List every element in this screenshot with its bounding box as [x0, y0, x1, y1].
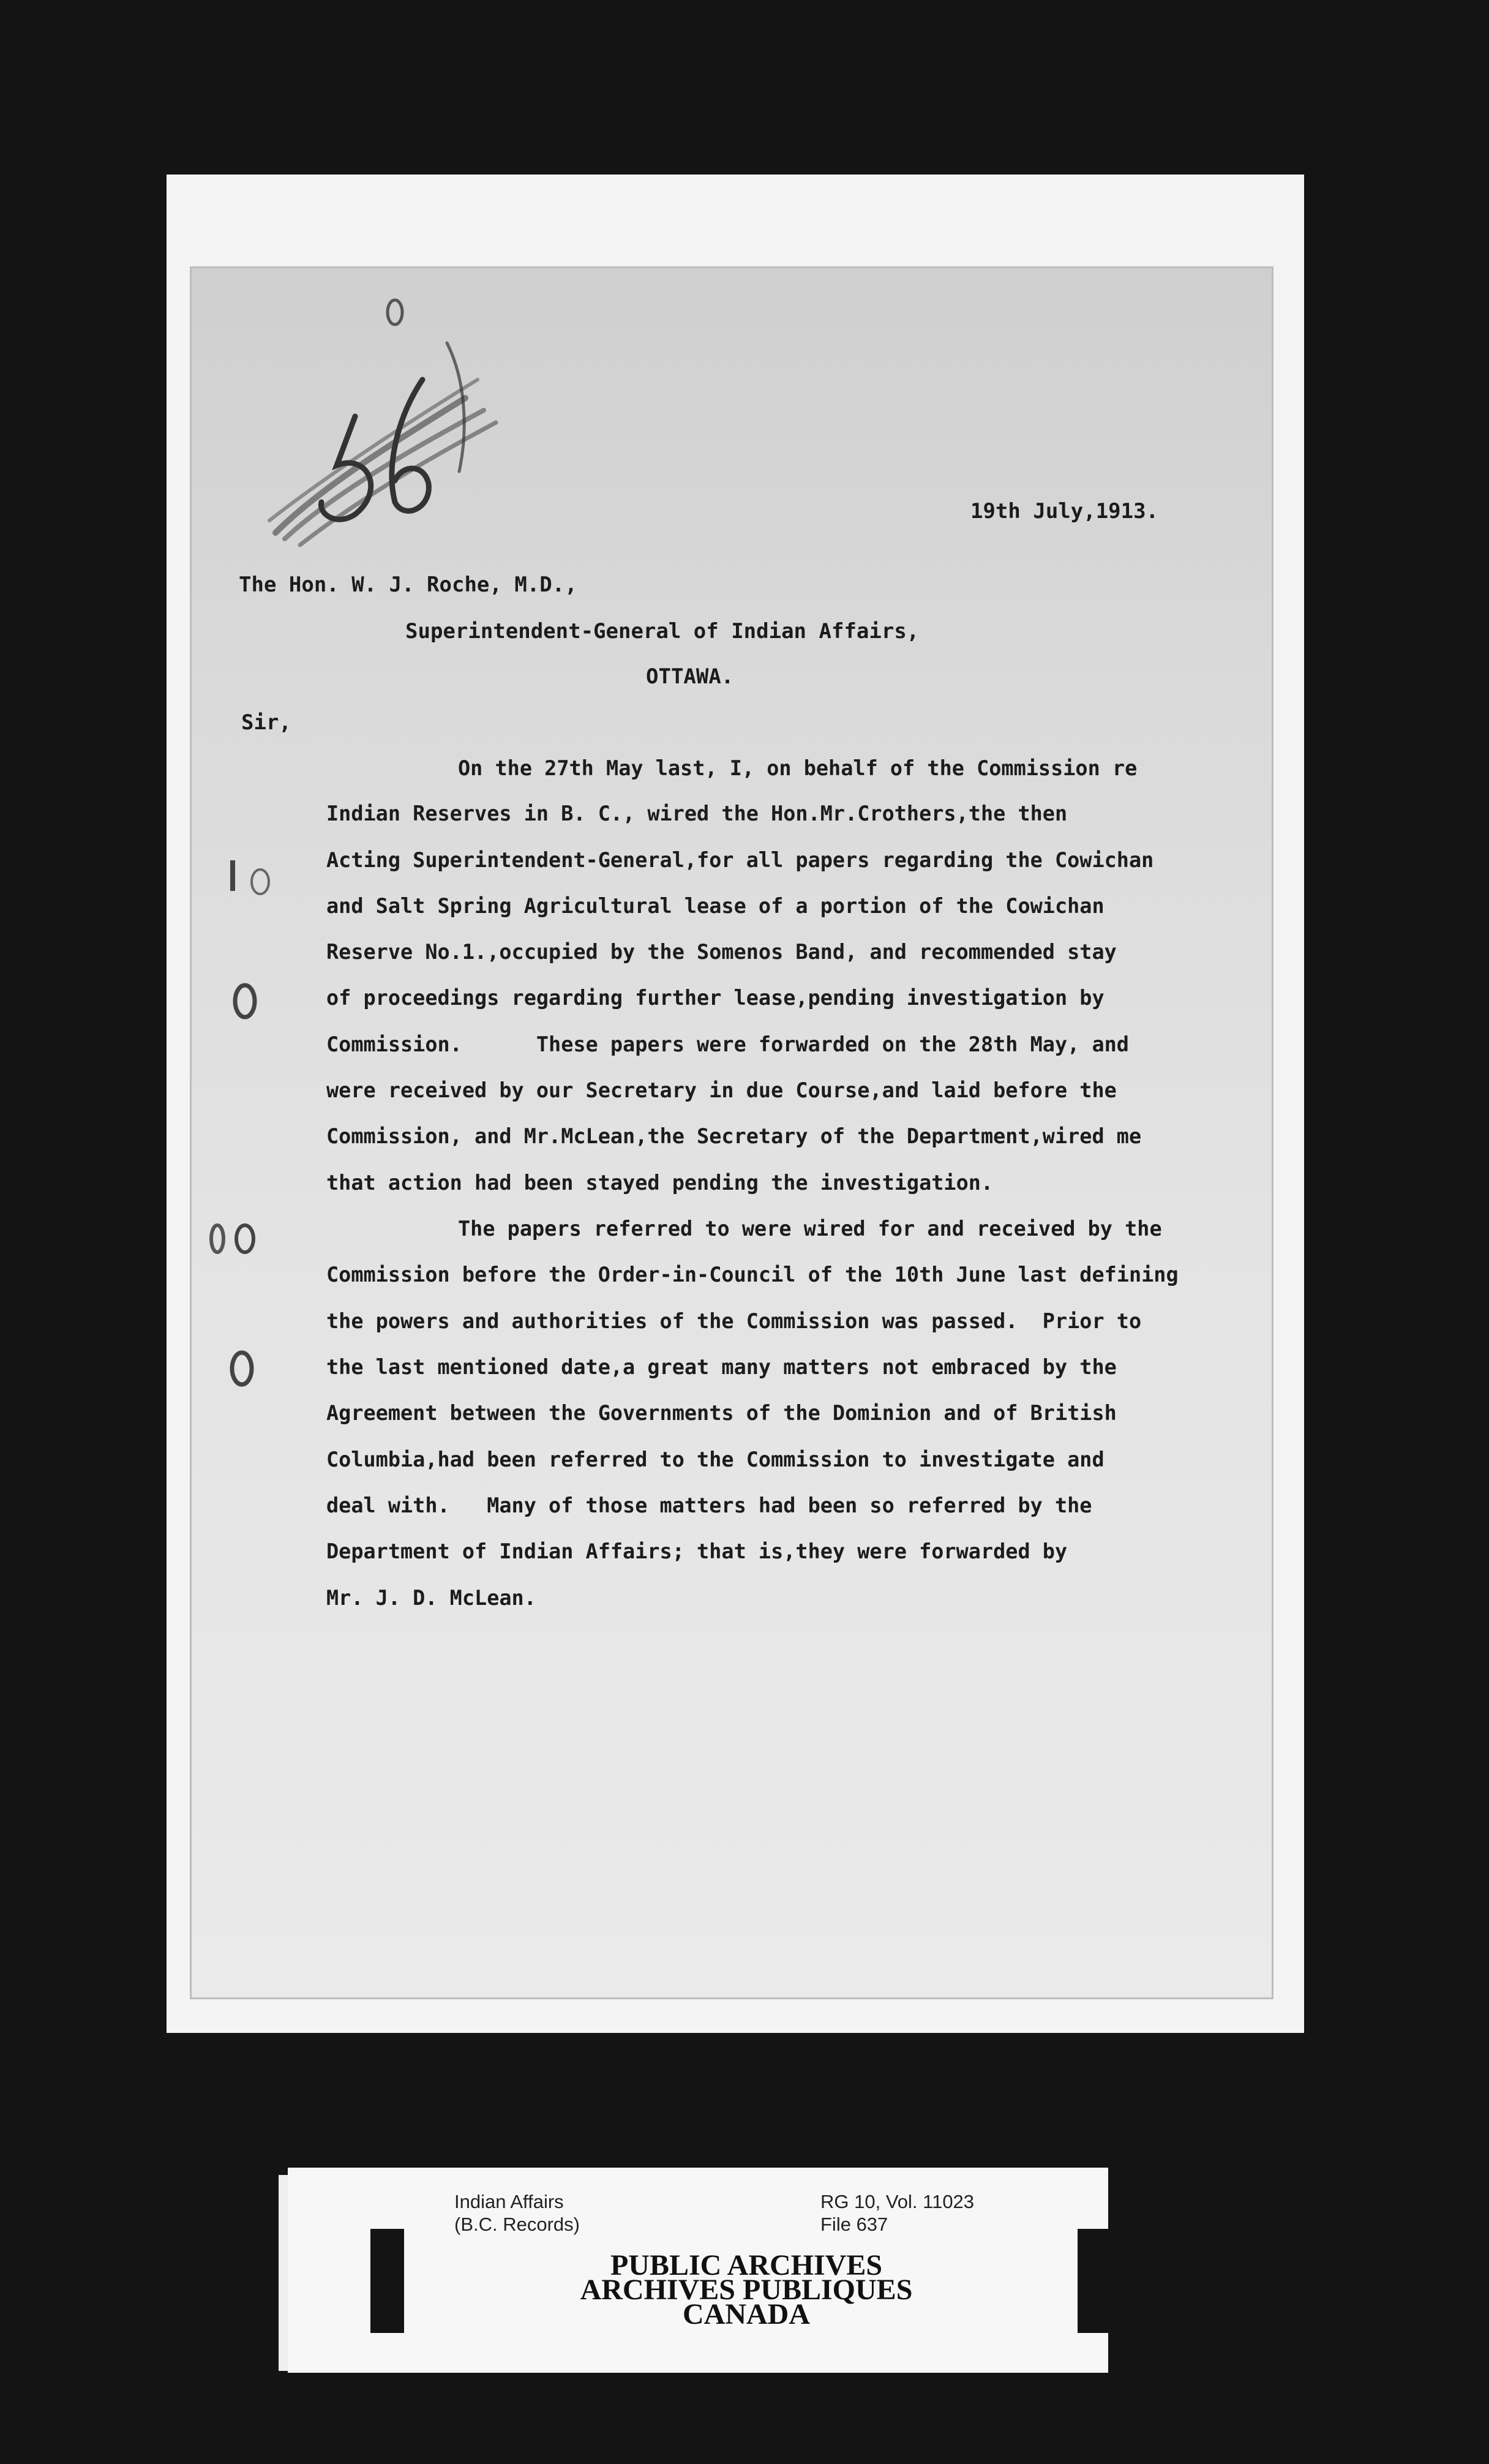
- letter-date: 19th July,1913.: [970, 499, 1159, 524]
- label-reference-line2: File 637: [820, 2214, 888, 2235]
- body-line: Acting Superintendent-General,for all papers regarding the Cowichan: [326, 848, 1154, 872]
- label-collection-line1: Indian Affairs: [454, 2191, 564, 2212]
- body-line: The papers referred to were wired for and received by the: [458, 1217, 1162, 1241]
- body-line: Indian Reserves in B. C., wired the Hon.Mr.Crothers,the then: [326, 802, 1068, 825]
- body-line: Columbia,had been referred to the Commission to investigate and: [326, 1448, 1105, 1471]
- punch-hole-2: [227, 977, 263, 1026]
- body-line: Commission. These papers were forwarded on the 28th May, and: [326, 1032, 1129, 1056]
- label-notch-left: [370, 2229, 404, 2333]
- body-line: Department of Indian Affairs; that is,they were forwarded by: [326, 1539, 1068, 1563]
- body-line: Commission, and Mr.McLean,the Secretary of the Department,wired me: [326, 1124, 1142, 1148]
- body-line: the powers and authorities of the Commission was passed. Prior to: [326, 1309, 1142, 1333]
- recipient-title: Superintendent-General of Indian Affairs,: [405, 619, 920, 644]
- salutation: Sir,: [241, 710, 291, 735]
- archive-stamp-line3: CANADA: [683, 2298, 810, 2331]
- label-reference-line1: RG 10, Vol. 11023: [820, 2191, 975, 2212]
- label-collection-line2: (B.C. Records): [454, 2214, 580, 2235]
- punch-hole-1: [227, 854, 282, 903]
- archive-stamp-line1: PUBLIC ARCHIVES: [610, 2249, 883, 2282]
- body-line: and Salt Spring Agricultural lease of a portion of the Cowichan: [326, 894, 1105, 918]
- recipient-city: OTTAWA.: [646, 664, 734, 689]
- body-line: Agreement between the Governments of the Dominion and of British: [326, 1401, 1117, 1425]
- body-line: were received by our Secretary in due Course,and laid before the: [326, 1078, 1117, 1102]
- body-line: Commission before the Order-in-Council of the 10th June last defining: [326, 1263, 1179, 1286]
- label-notch-right: [1078, 2229, 1114, 2333]
- recipient-name: The Hon. W. J. Roche, M.D.,: [239, 573, 577, 597]
- body-line: deal with. Many of those matters had been so referred by the: [326, 1493, 1092, 1517]
- body-line: Mr. J. D. McLean.: [326, 1586, 536, 1610]
- body-line: On the 27th May last, I, on behalf of the Commission re: [458, 756, 1138, 780]
- body-line: that action had been stayed pending the investigation.: [326, 1171, 994, 1195]
- punch-hole-top: [380, 294, 410, 331]
- punch-hole-4: [223, 1344, 260, 1393]
- handwritten-number-mark: [263, 306, 520, 563]
- archive-stamp-line2: ARCHIVES PUBLIQUES: [580, 2274, 913, 2306]
- body-line: Reserve No.1.,occupied by the Somenos Band, and recommended stay: [326, 940, 1117, 964]
- body-line: of proceedings regarding further lease,pending investigation by: [326, 986, 1105, 1010]
- body-line: the last mentioned date,a great many matters not embraced by the: [326, 1355, 1117, 1379]
- punch-hole-3: [202, 1215, 269, 1264]
